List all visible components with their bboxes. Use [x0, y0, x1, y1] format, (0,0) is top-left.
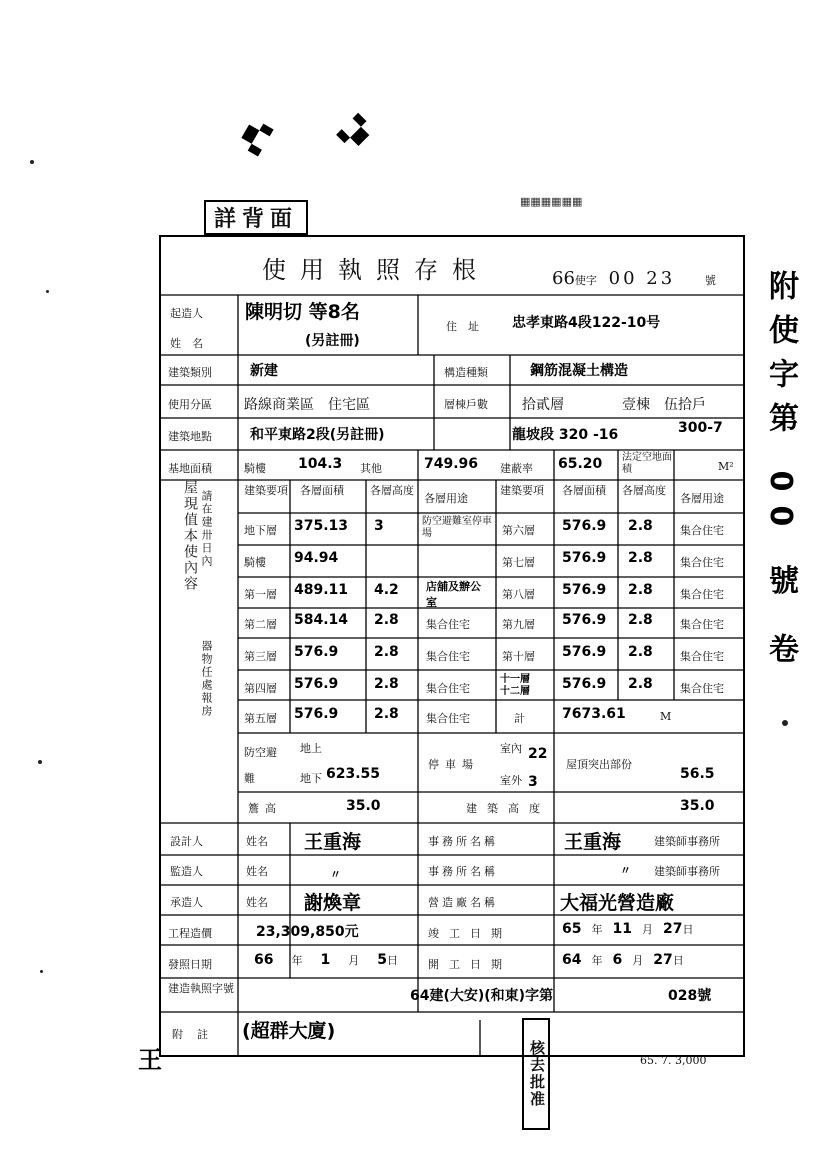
completion-date-label: 竣工日期 [428, 927, 512, 940]
permit-no-label: 建造執照字號 [168, 982, 234, 995]
air-raid-label: 防空避難 [244, 746, 277, 785]
f8-area: 576.9 [562, 582, 607, 598]
f2-use: 集合住宅 [426, 618, 470, 631]
left-margin-note-2: 請在建卅日內 [200, 490, 213, 568]
basement-area: 375.13 [294, 518, 349, 534]
arcade-area: 94.94 [294, 550, 339, 566]
permit-no-number: 028號 [668, 988, 712, 1004]
coverage-label: 建蔽率 [500, 462, 533, 475]
supervisor-name-label: 姓名 [246, 865, 268, 878]
f8-height: 2.8 [628, 582, 653, 598]
scan-speck [40, 970, 43, 973]
f5-use: 集合住宅 [426, 712, 470, 725]
site-area-arcade: 104.3 [298, 456, 343, 472]
floors-units-label: 層棟戶數 [444, 398, 488, 411]
f11-height: 2.8 [628, 676, 653, 692]
zoning-label: 使用分區 [168, 398, 212, 411]
arcade-row-label: 騎樓 [244, 556, 266, 569]
units-value: 壹棟 伍拾戶 [622, 397, 706, 413]
building-height-value: 35.0 [680, 798, 715, 814]
f3-area: 576.9 [294, 644, 339, 660]
f7-use: 集合住宅 [680, 556, 724, 569]
f5-height: 2.8 [374, 706, 399, 722]
supervisor-label: 監造人 [170, 865, 203, 878]
eave-height-value: 35.0 [346, 798, 381, 814]
contractor-firm: 大福光營造廠 [560, 892, 675, 914]
eave-height-label: 簷高 [248, 802, 282, 815]
supervisor-office-label: 事務所名稱 [428, 865, 498, 878]
f10-height: 2.8 [628, 644, 653, 660]
other-label: 其他 [360, 462, 382, 475]
f1-height: 4.2 [374, 582, 399, 598]
lot-value: 龍坡段 320 -16 [512, 427, 619, 443]
structure-type-label: 構造種類 [444, 366, 488, 379]
left-margin-note: 屋現值本使內容 [182, 480, 198, 592]
f2-area: 584.14 [294, 612, 349, 628]
construction-cost-label: 工程造價 [168, 927, 212, 940]
basement-use: 防空避難室停車場 [422, 516, 492, 539]
f2-height: 2.8 [374, 612, 399, 628]
floor-height-header: 各層高度 [370, 484, 414, 497]
contractor-label: 承造人 [170, 896, 203, 909]
issue-date-label: 發照日期 [168, 958, 212, 971]
f5-label: 第五層 [244, 712, 277, 725]
f4-height: 2.8 [374, 676, 399, 692]
site-area-other: 749.96 [424, 456, 479, 472]
f6-area: 576.9 [562, 518, 607, 534]
building-item-header: 建築要項 [244, 484, 288, 497]
f3-use: 集合住宅 [426, 650, 470, 663]
location-label: 建築地點 [168, 430, 212, 443]
print-mark: 65. 7. 3,000 [640, 1054, 707, 1067]
basement-height: 3 [374, 518, 384, 534]
supervisor-office: 〃 [620, 864, 631, 877]
designer-label: 設計人 [170, 835, 203, 848]
f6-height: 2.8 [628, 518, 653, 534]
f9-height: 2.8 [628, 612, 653, 628]
lot-value-2: 300-7 [678, 420, 723, 436]
floor-area-header: 各層面積 [300, 484, 344, 497]
f7-label: 第七層 [502, 556, 535, 569]
permit-number: 66使字 00 23 號 [552, 268, 716, 289]
f1-area: 489.11 [294, 582, 349, 598]
contractor-firm-label: 營造廠名稱 [428, 896, 498, 909]
site-area-label: 基地面積 [168, 462, 212, 475]
archive-stamp: ▦▦▦▦▦▦ [520, 195, 583, 208]
contractor-name-label: 姓名 [246, 896, 268, 909]
f4-area: 576.9 [294, 676, 339, 692]
issue-date: 66 年 1 月 5日 [254, 952, 398, 968]
floor-use-header-2: 各層用途 [680, 492, 724, 505]
supervisor-name: 〃 [330, 868, 341, 881]
builder-address: 忠孝東路4段122-10号 [512, 315, 661, 331]
f11-label: 十一層 十二層 [500, 674, 530, 697]
construction-cost-value: 23,309,850元 [256, 924, 359, 940]
floor-height-header-2: 各層高度 [622, 484, 666, 497]
architect-office-label: 建築師事務所 [654, 835, 720, 848]
f7-height: 2.8 [628, 550, 653, 566]
f11-area: 576.9 [562, 676, 607, 692]
blurred-stamp: ▞▚ [237, 117, 274, 157]
note-label: 附註 [172, 1028, 222, 1041]
floor-area-header-2: 各層面積 [562, 484, 606, 497]
f6-use: 集合住宅 [680, 524, 724, 537]
f8-use: 集合住宅 [680, 588, 724, 601]
scan-speck [46, 290, 49, 293]
approval-stamp: 核去批准 [522, 1018, 550, 1130]
start-date: 64 年 6 月 27日 [562, 952, 684, 968]
floors-value: 拾貳層 [522, 397, 564, 413]
f10-area: 576.9 [562, 644, 607, 660]
designer-office-label: 事務所名稱 [428, 835, 498, 848]
name-label: 姓 名 [170, 337, 203, 350]
open-space-unit: M² [718, 460, 734, 473]
designer-name: 王重海 [304, 831, 362, 853]
total-label: 計 [514, 712, 525, 725]
building-height-label: 建築高度 [466, 802, 550, 815]
f10-label: 第十層 [502, 650, 535, 663]
scan-speck [30, 160, 34, 164]
f1-use: 店舖及辦公室 [426, 580, 481, 609]
builder-label: 起造人 [170, 307, 203, 320]
roof-protrusion-value: 56.5 [680, 766, 715, 782]
right-margin-annotation: 附使字第 00 號 卷 [763, 270, 798, 678]
builder-name-note: (另註冊) [305, 333, 360, 349]
margin-character: 王 [138, 1046, 162, 1074]
f4-label: 第四層 [244, 682, 277, 695]
floor-use-header: 各層用途 [424, 492, 468, 505]
f9-use: 集合住宅 [680, 618, 724, 631]
coverage-value: 65.20 [558, 456, 603, 472]
total-area: 7673.61 [562, 706, 626, 722]
parking-outdoor: 3 [528, 774, 538, 790]
builder-name: 陳明切 等8名 [245, 301, 360, 323]
structure-type-value: 鋼筋混凝土構造 [530, 363, 628, 379]
f11-use: 集合住宅 [680, 682, 724, 695]
total-unit: M [660, 710, 672, 723]
designer-name-label: 姓名 [246, 835, 268, 848]
designer-office: 王重海 [564, 831, 622, 853]
blurred-stamp: ▚▞ [336, 112, 375, 152]
f8-label: 第八層 [502, 588, 535, 601]
legal-open-space-label: 法定空地面積 [622, 452, 672, 475]
below-ground-label: 地下 [300, 772, 322, 785]
outdoor-label: 室外 [500, 774, 522, 787]
building-category-value: 新建 [250, 363, 278, 379]
basement-label: 地下層 [244, 524, 277, 537]
completion-date: 65 年 11 月 27日 [562, 921, 694, 937]
note-value: (超群大廈) [242, 1020, 336, 1042]
building-item-header-2: 建築要項 [500, 484, 544, 497]
building-category-label: 建築類別 [168, 366, 212, 379]
architect-office-label-2: 建築師事務所 [654, 865, 720, 878]
indoor-label: 室內 [500, 742, 522, 755]
scan-speck [38, 760, 42, 764]
roof-protrusion-label: 屋頂突出部份 [566, 758, 632, 771]
f4-use: 集合住宅 [426, 682, 470, 695]
left-margin-note-3: 器物任處報房 [200, 640, 213, 718]
parking-indoor: 22 [528, 746, 548, 762]
f3-height: 2.8 [374, 644, 399, 660]
address-label: 住 址 [446, 320, 479, 333]
scan-speck [782, 720, 788, 726]
f5-area: 576.9 [294, 706, 339, 722]
f9-area: 576.9 [562, 612, 607, 628]
start-date-label: 開工日期 [428, 958, 512, 971]
air-raid-below: 623.55 [326, 766, 381, 782]
f3-label: 第三層 [244, 650, 277, 663]
f1-label: 第一層 [244, 588, 277, 601]
f9-label: 第九層 [502, 618, 535, 631]
above-ground-label: 地上 [300, 742, 322, 755]
permit-no-prefix: 64建(大安)(和東)字第 [410, 988, 554, 1004]
f2-label: 第二層 [244, 618, 277, 631]
contractor-name: 謝煥章 [304, 892, 362, 914]
f7-area: 576.9 [562, 550, 607, 566]
arcade-label: 騎樓 [244, 462, 266, 475]
zoning-value: 路線商業區 住宅區 [244, 397, 370, 413]
f10-use: 集合住宅 [680, 650, 724, 663]
see-back-stamp: 詳背面 [204, 200, 308, 235]
f6-label: 第六層 [502, 524, 535, 537]
form-title: 使用執照存根 [262, 256, 490, 284]
location-value: 和平東路2段(另註冊) [250, 427, 385, 443]
parking-label: 停車場 [428, 758, 479, 771]
